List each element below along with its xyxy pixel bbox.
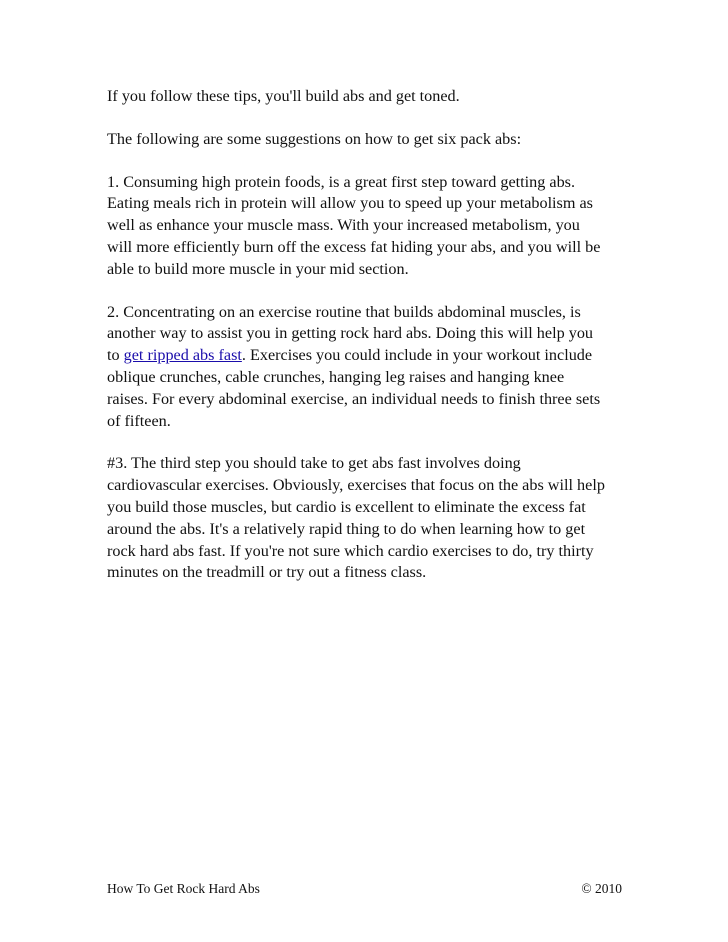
tip-3-paragraph <box>107 453 627 584</box>
tip-1-line: will more efficiently burn off the excess fat hiding your abs, and you will be <box>107 237 601 256</box>
tip-3-line: around the abs. It's a relatively rapid thing to do when learning how to get <box>107 519 586 538</box>
tip-1-paragraph <box>107 172 627 281</box>
tip-2-line: of fifteen. <box>107 411 171 430</box>
get-ripped-abs-fast-link[interactable]: get ripped abs fast <box>123 346 242 365</box>
tip-2-line-with-link <box>107 345 627 367</box>
tip-2-line: another way to assist you in getting rock hard abs. Doing this will help you <box>107 324 594 343</box>
tip-3-line: minutes on the treadmill or try out a fitness class. <box>107 563 427 582</box>
tip-1-line: able to build more muscle in your mid section. <box>107 259 409 278</box>
tip-3-line: cardiovascular exercises. Obviously, exercises that focus on the abs will help <box>107 476 605 495</box>
lead-paragraph: The following are some suggestions on how to get six pack abs: <box>107 129 522 148</box>
tip-3-line: #3. The third step you should take to get abs fast involves doing <box>107 454 521 473</box>
intro-paragraph: If you follow these tips, you'll build abs and get toned. <box>107 87 460 105</box>
footer-title: How To Get Rock Hard Abs <box>107 881 260 896</box>
page-footer <box>107 880 622 898</box>
tip-2-line-suffix: . Exercises you could include in your workout include <box>241 346 593 365</box>
tip-3-line: rock hard abs fast. If you're not sure which cardio exercises to do, try thirty <box>107 541 594 560</box>
tip-1-line: well as enhance your muscle mass. With your increased metabolism, you <box>107 216 580 235</box>
tip-2-line-prefix: to <box>107 346 124 365</box>
tip-2-line: raises. For every abdominal exercise, an individual needs to finish three sets <box>107 389 601 408</box>
tip-3-line: you build those muscles, but cardio is excellent to eliminate the excess fat <box>107 497 586 516</box>
document-body <box>107 86 627 605</box>
tip-2-line: 2. Concentrating on an exercise routine that builds abdominal muscles, is <box>107 302 581 321</box>
tip-2-paragraph <box>107 302 627 433</box>
tip-1-line: 1. Consuming high protein foods, is a great first step toward getting abs. <box>107 172 576 191</box>
tip-2-line: oblique crunches, cable crunches, hanging leg raises and hanging knee <box>107 367 565 386</box>
tip-1-line: Eating meals rich in protein will allow you to speed up your metabolism as <box>107 194 593 213</box>
footer-copyright: © 2010 <box>581 881 622 896</box>
